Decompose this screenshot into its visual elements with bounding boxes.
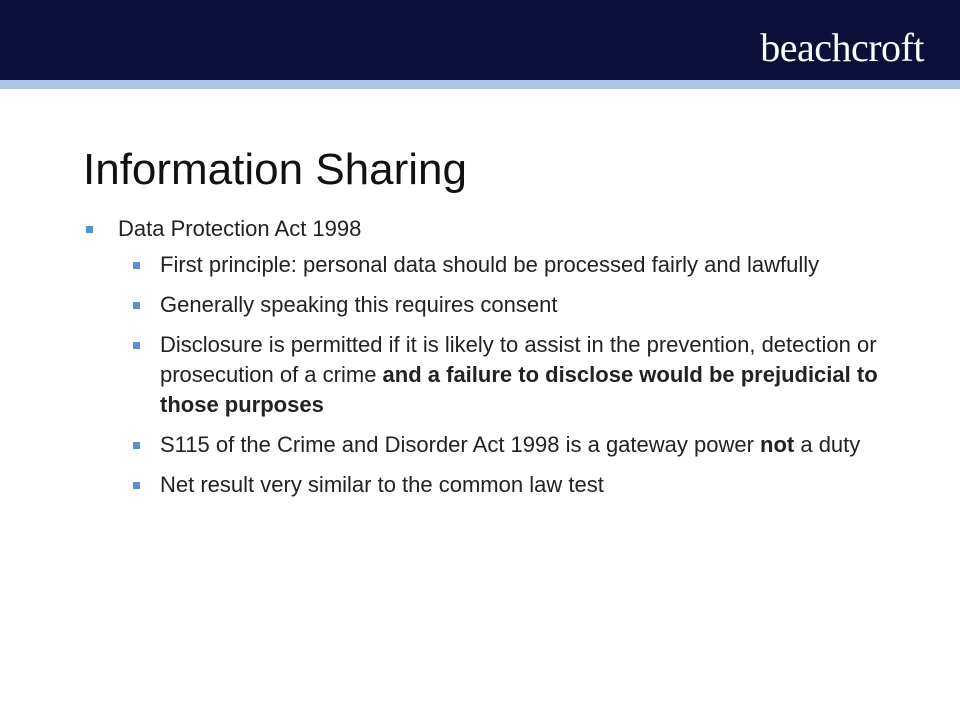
bullet-text-part: First principle: personal data should be processed fairly and lawfully [160,252,820,277]
bullet-text-part: Net result very similar to the common law test [160,472,604,497]
bullet-item [86,290,906,320]
bullet-text-part: Disclosure is permitted if it is likely to assist in the prevention, detection or prosecution of a crime [160,332,877,387]
bullet-item [86,250,906,280]
bullet-text-part: Generally speaking this requires consent [160,292,558,317]
bullet-text-part: Data Protection Act 1998 [118,216,362,241]
square-bullet-icon [133,442,140,449]
bullet-text [160,472,604,497]
square-bullet-icon [133,342,140,349]
bullet-item [86,470,906,500]
bullet-list [86,214,906,510]
header-stripe [0,80,960,89]
bullet-text-bold: not [760,432,795,457]
bullet-text [160,252,819,277]
square-bullet-icon [133,482,140,489]
bullet-text [160,332,878,417]
bullet-item [86,214,906,244]
slide-title: Information Sharing [83,145,467,194]
bullet-item [86,330,906,420]
bullet-text-part: S115 of the Crime and Disorder Act 1998 is a gateway power [160,432,761,457]
bullet-text-bold: and a failure to disclose would be prejudicial to those purposes [160,362,878,417]
square-bullet-icon [86,226,93,233]
beachcroft-logo: beachcroft [760,25,924,70]
bullet-item [86,430,906,460]
square-bullet-icon [133,302,140,309]
bullet-text [160,292,557,317]
square-bullet-icon [133,262,140,269]
bullet-text [160,432,860,457]
bullet-text-part: a duty [794,432,861,457]
bullet-text [118,216,361,241]
